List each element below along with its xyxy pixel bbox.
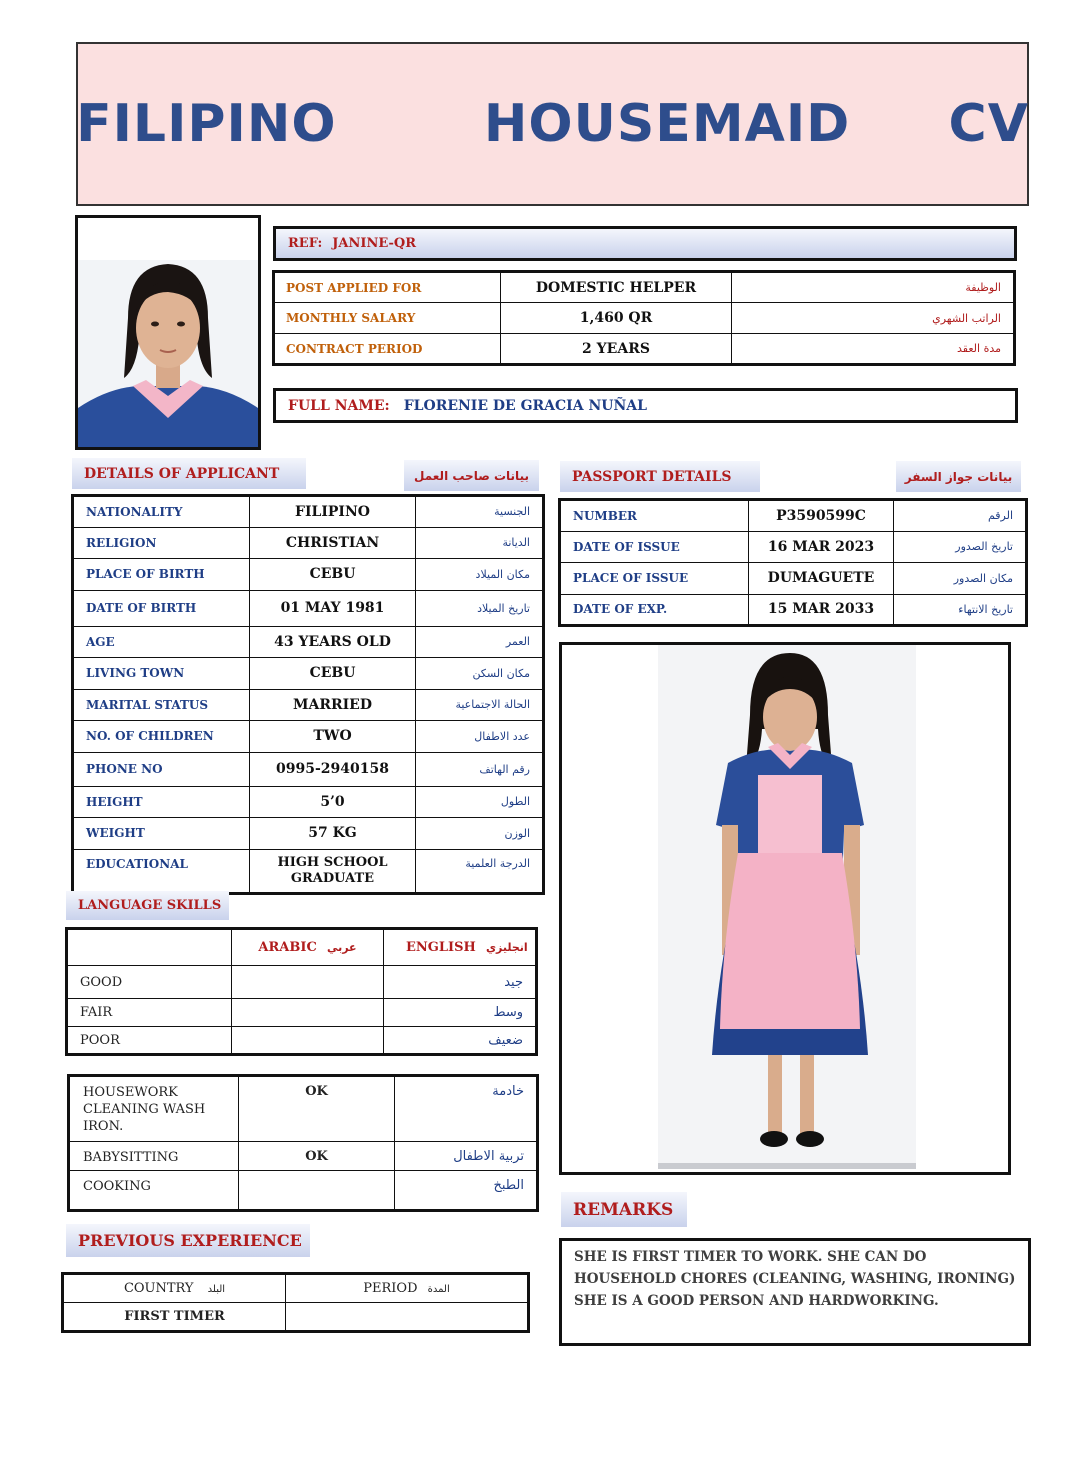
detail-value: 57 KG <box>250 818 416 850</box>
passport-value: DUMAGUETE <box>749 563 894 595</box>
detail-value: FILIPINO <box>250 496 416 528</box>
period-header <box>286 1274 529 1303</box>
detail-label-ar: مكان السكن <box>416 658 544 690</box>
table-row <box>67 999 537 1027</box>
passport-label-ar: تاريخ الصدور <box>894 531 1027 563</box>
level-label: GOOD <box>67 966 232 999</box>
job-label-ar: الراتب الشهري <box>732 303 1015 334</box>
remarks-tab: REMARKS <box>561 1192 687 1227</box>
table-row <box>73 721 544 753</box>
detail-value: CEBU <box>250 559 416 591</box>
previous-experience-tab: PREVIOUS EXPERIENCE <box>66 1224 310 1257</box>
table-row <box>63 1274 529 1303</box>
applicant-details-table <box>71 494 545 895</box>
detail-label-ar: الطول <box>416 786 544 818</box>
experience-entry: FIRST TIMER <box>63 1303 286 1332</box>
table-row <box>560 563 1027 595</box>
skill-value: OK <box>239 1076 395 1142</box>
table-row <box>560 594 1027 626</box>
table-row <box>560 500 1027 532</box>
detail-label: AGE <box>73 626 250 658</box>
passport-details-tab: PASSPORT DETAILS <box>560 461 760 492</box>
detail-label-ar: عدد الاطفال <box>416 721 544 753</box>
remarks-text: SHE IS FIRST TIMER TO WORK. SHE CAN DO HOUSEHOLD CHORES (CLEANING, WASHING, IRONING) SHE IS A GOOD PERSON AND HARDWORKING. <box>559 1238 1031 1346</box>
detail-label: NATIONALITY <box>73 496 250 528</box>
skill-label-ar: تربية الاطفال <box>395 1142 538 1171</box>
job-value: 2 YEARS <box>501 334 732 365</box>
passport-details-tab-ar: بيانات جواز السفر <box>896 461 1021 492</box>
period-label: PERIOD <box>363 1281 418 1296</box>
level-label-ar: وسط <box>384 999 537 1027</box>
detail-label: NO. OF CHILDREN <box>73 721 250 753</box>
level-label: POOR <box>67 1027 232 1055</box>
applicant-portrait-photo <box>75 215 261 450</box>
experience-period-cell <box>286 1303 529 1332</box>
detail-value: 01 MAY 1981 <box>250 590 416 626</box>
detail-label: RELIGION <box>73 527 250 559</box>
ref-label: REF: <box>288 236 323 251</box>
passport-label: PLACE OF ISSUE <box>560 563 749 595</box>
passport-label: DATE OF ISSUE <box>560 531 749 563</box>
table-row <box>73 527 544 559</box>
arabic-level-cell <box>232 999 384 1027</box>
language-skills-tab: LANGUAGE SKILLS <box>66 891 229 920</box>
ref-value: JANINE-QR <box>332 236 417 251</box>
applicant-details-tab: DETAILS OF APPLICANT <box>72 458 306 489</box>
skill-value: OK <box>239 1142 395 1171</box>
country-label: COUNTRY <box>123 1281 194 1296</box>
passport-value: P3590599C <box>749 500 894 532</box>
level-label-ar: جيد <box>384 966 537 999</box>
skill-label: BABYSITTING <box>69 1142 239 1171</box>
full-name-bar <box>273 388 1018 423</box>
detail-label-ar: مكان الميلاد <box>416 559 544 591</box>
detail-value: 43 YEARS OLD <box>250 626 416 658</box>
arabic-label-ar: عربي <box>326 941 357 954</box>
table-row <box>69 1076 538 1142</box>
detail-label: PHONE NO <box>73 752 250 786</box>
table-row <box>274 303 1015 334</box>
cv-title: FILIPINO HOUSEMAID CV <box>76 94 1029 154</box>
table-row <box>560 531 1027 563</box>
arabic-label: ARABIC <box>258 940 317 955</box>
table-row <box>69 1171 538 1211</box>
table-row <box>67 1027 537 1055</box>
job-label: POST APPLIED FOR <box>274 272 501 303</box>
passport-label-ar: تاريخ الانتهاء <box>894 594 1027 626</box>
reference-bar <box>273 226 1017 261</box>
applicant-details-tab-ar: بيانات صاحب العمل <box>404 460 539 491</box>
detail-value: MARRIED <box>250 689 416 721</box>
detail-label: DATE OF BIRTH <box>73 590 250 626</box>
table-row <box>73 689 544 721</box>
detail-value: TWO <box>250 721 416 753</box>
level-label-ar: ضعيف <box>384 1027 537 1055</box>
table-row <box>274 334 1015 365</box>
detail-value: 5’0 <box>250 786 416 818</box>
detail-value: HIGH SCHOOL GRADUATE <box>250 849 416 893</box>
passport-label: NUMBER <box>560 500 749 532</box>
skill-label: COOKING <box>69 1171 239 1211</box>
work-skills-table <box>67 1074 539 1212</box>
detail-label: HEIGHT <box>73 786 250 818</box>
table-row <box>73 626 544 658</box>
detail-label-ar: الوزن <box>416 818 544 850</box>
table-row <box>69 1142 538 1171</box>
table-row <box>73 849 544 893</box>
job-label-ar: مدة العقد <box>732 334 1015 365</box>
passport-label: DATE OF EXP. <box>560 594 749 626</box>
table-row <box>67 929 537 966</box>
detail-label-ar: الدرجة العلمية <box>416 849 544 893</box>
detail-value: CEBU <box>250 658 416 690</box>
applicant-full-body-photo <box>559 642 1011 1175</box>
table-row <box>73 590 544 626</box>
detail-label-ar: الجنسية <box>416 496 544 528</box>
passport-value: 16 MAR 2023 <box>749 531 894 563</box>
table-row <box>73 818 544 850</box>
detail-label-ar: العمر <box>416 626 544 658</box>
full-name-label: FULL NAME: <box>288 397 390 414</box>
english-header <box>384 929 537 966</box>
job-details-table <box>272 270 1016 366</box>
table-row <box>73 496 544 528</box>
table-row <box>73 559 544 591</box>
empty-cell <box>67 929 232 966</box>
cv-header <box>76 42 1029 206</box>
table-row <box>73 752 544 786</box>
table-row <box>63 1303 529 1332</box>
detail-label: EDUCATIONAL <box>73 849 250 893</box>
detail-value: 0995-2940158 <box>250 752 416 786</box>
job-label-ar: الوظيفة <box>732 272 1015 303</box>
job-value: 1,460 QR <box>501 303 732 334</box>
table-row <box>67 966 537 999</box>
detail-label: LIVING TOWN <box>73 658 250 690</box>
detail-label: PLACE OF BIRTH <box>73 559 250 591</box>
skill-value <box>239 1171 395 1211</box>
language-skills-table <box>65 927 538 1056</box>
arabic-level-cell <box>232 1027 384 1055</box>
level-label: FAIR <box>67 999 232 1027</box>
table-row <box>73 786 544 818</box>
full-name-value: FLORENIE DE GRACIA NUÑAL <box>403 397 647 414</box>
job-label: CONTRACT PERIOD <box>274 334 501 365</box>
table-row <box>274 272 1015 303</box>
detail-label-ar: تاريخ الميلاد <box>416 590 544 626</box>
english-label-ar: انجليزي <box>485 941 528 954</box>
passport-details-table <box>558 498 1028 627</box>
passport-label-ar: مكان الصدور <box>894 563 1027 595</box>
job-value: DOMESTIC HELPER <box>501 272 732 303</box>
detail-label: WEIGHT <box>73 818 250 850</box>
skill-label-ar: خادمة <box>395 1076 538 1142</box>
country-header <box>63 1274 286 1303</box>
country-label-ar: البلد <box>207 1284 226 1295</box>
arabic-level-cell <box>232 966 384 999</box>
previous-experience-table <box>61 1272 530 1333</box>
skill-label-ar: الطبخ <box>395 1171 538 1211</box>
passport-value: 15 MAR 2033 <box>749 594 894 626</box>
detail-value: CHRISTIAN <box>250 527 416 559</box>
detail-label-ar: الديانة <box>416 527 544 559</box>
table-row <box>73 658 544 690</box>
job-label: MONTHLY SALARY <box>274 303 501 334</box>
detail-label-ar: الحالة الاجتماعية <box>416 689 544 721</box>
english-label: ENGLISH <box>406 940 476 955</box>
period-label-ar: المدة <box>427 1284 450 1295</box>
skill-label: HOUSEWORK CLEANING WASH IRON. <box>69 1076 239 1142</box>
detail-label: MARITAL STATUS <box>73 689 250 721</box>
arabic-header <box>232 929 384 966</box>
passport-label-ar: الرقم <box>894 500 1027 532</box>
detail-label-ar: رقم الهاتف <box>416 752 544 786</box>
